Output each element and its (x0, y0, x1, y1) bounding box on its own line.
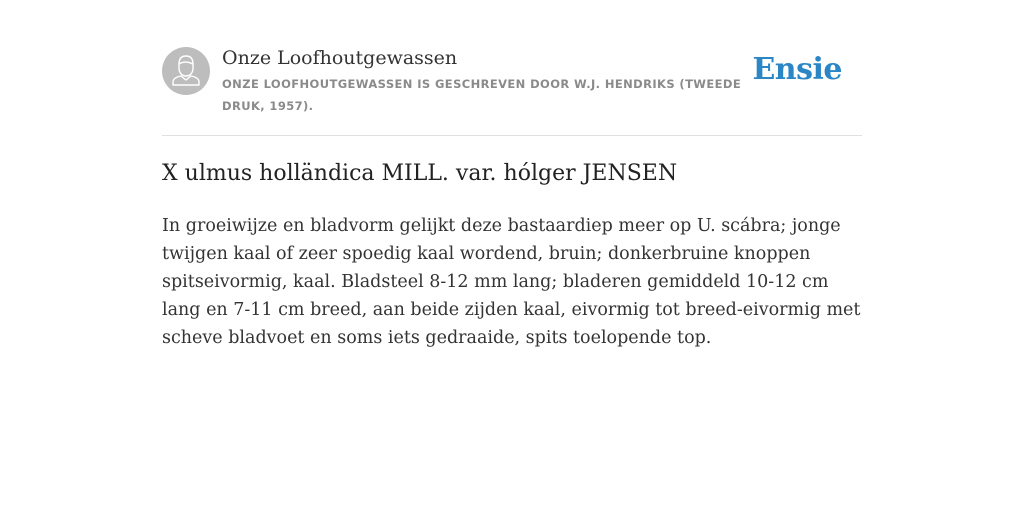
entry-body: In groeiwijze en bladvorm gelijkt deze bastaardiep meer op U. scábra; jonge twijgen kaal of zeer spoedig kaal wordend, bruin; donkerbruine knoppen spitseivormig, kaal. Bladsteel 8-12 mm lang; bladeren gemiddeld 10-12 cm lang en 7-11 cm breed, aan beide zijden kaal, eivormig tot breed-eivormig met scheve bladvoet en soms iets gedraaide, spits toelopende top. (162, 216, 861, 348)
brand-logo[interactable]: Ensie (752, 52, 842, 87)
divider (162, 135, 862, 136)
user-icon (162, 47, 210, 95)
entry-title: X ulmus holländica MILL. var. hólger JENSEN (162, 161, 678, 186)
source-subtitle: ONZE LOOFHOUTGEWASSEN IS GESCHREVEN DOOR W.J. HENDRIKS (TWEEDE DRUK, 1957). (222, 77, 742, 113)
avatar (162, 47, 210, 95)
source-header (162, 46, 862, 136)
source-title[interactable]: Onze Loofhoutgewassen (222, 47, 458, 69)
